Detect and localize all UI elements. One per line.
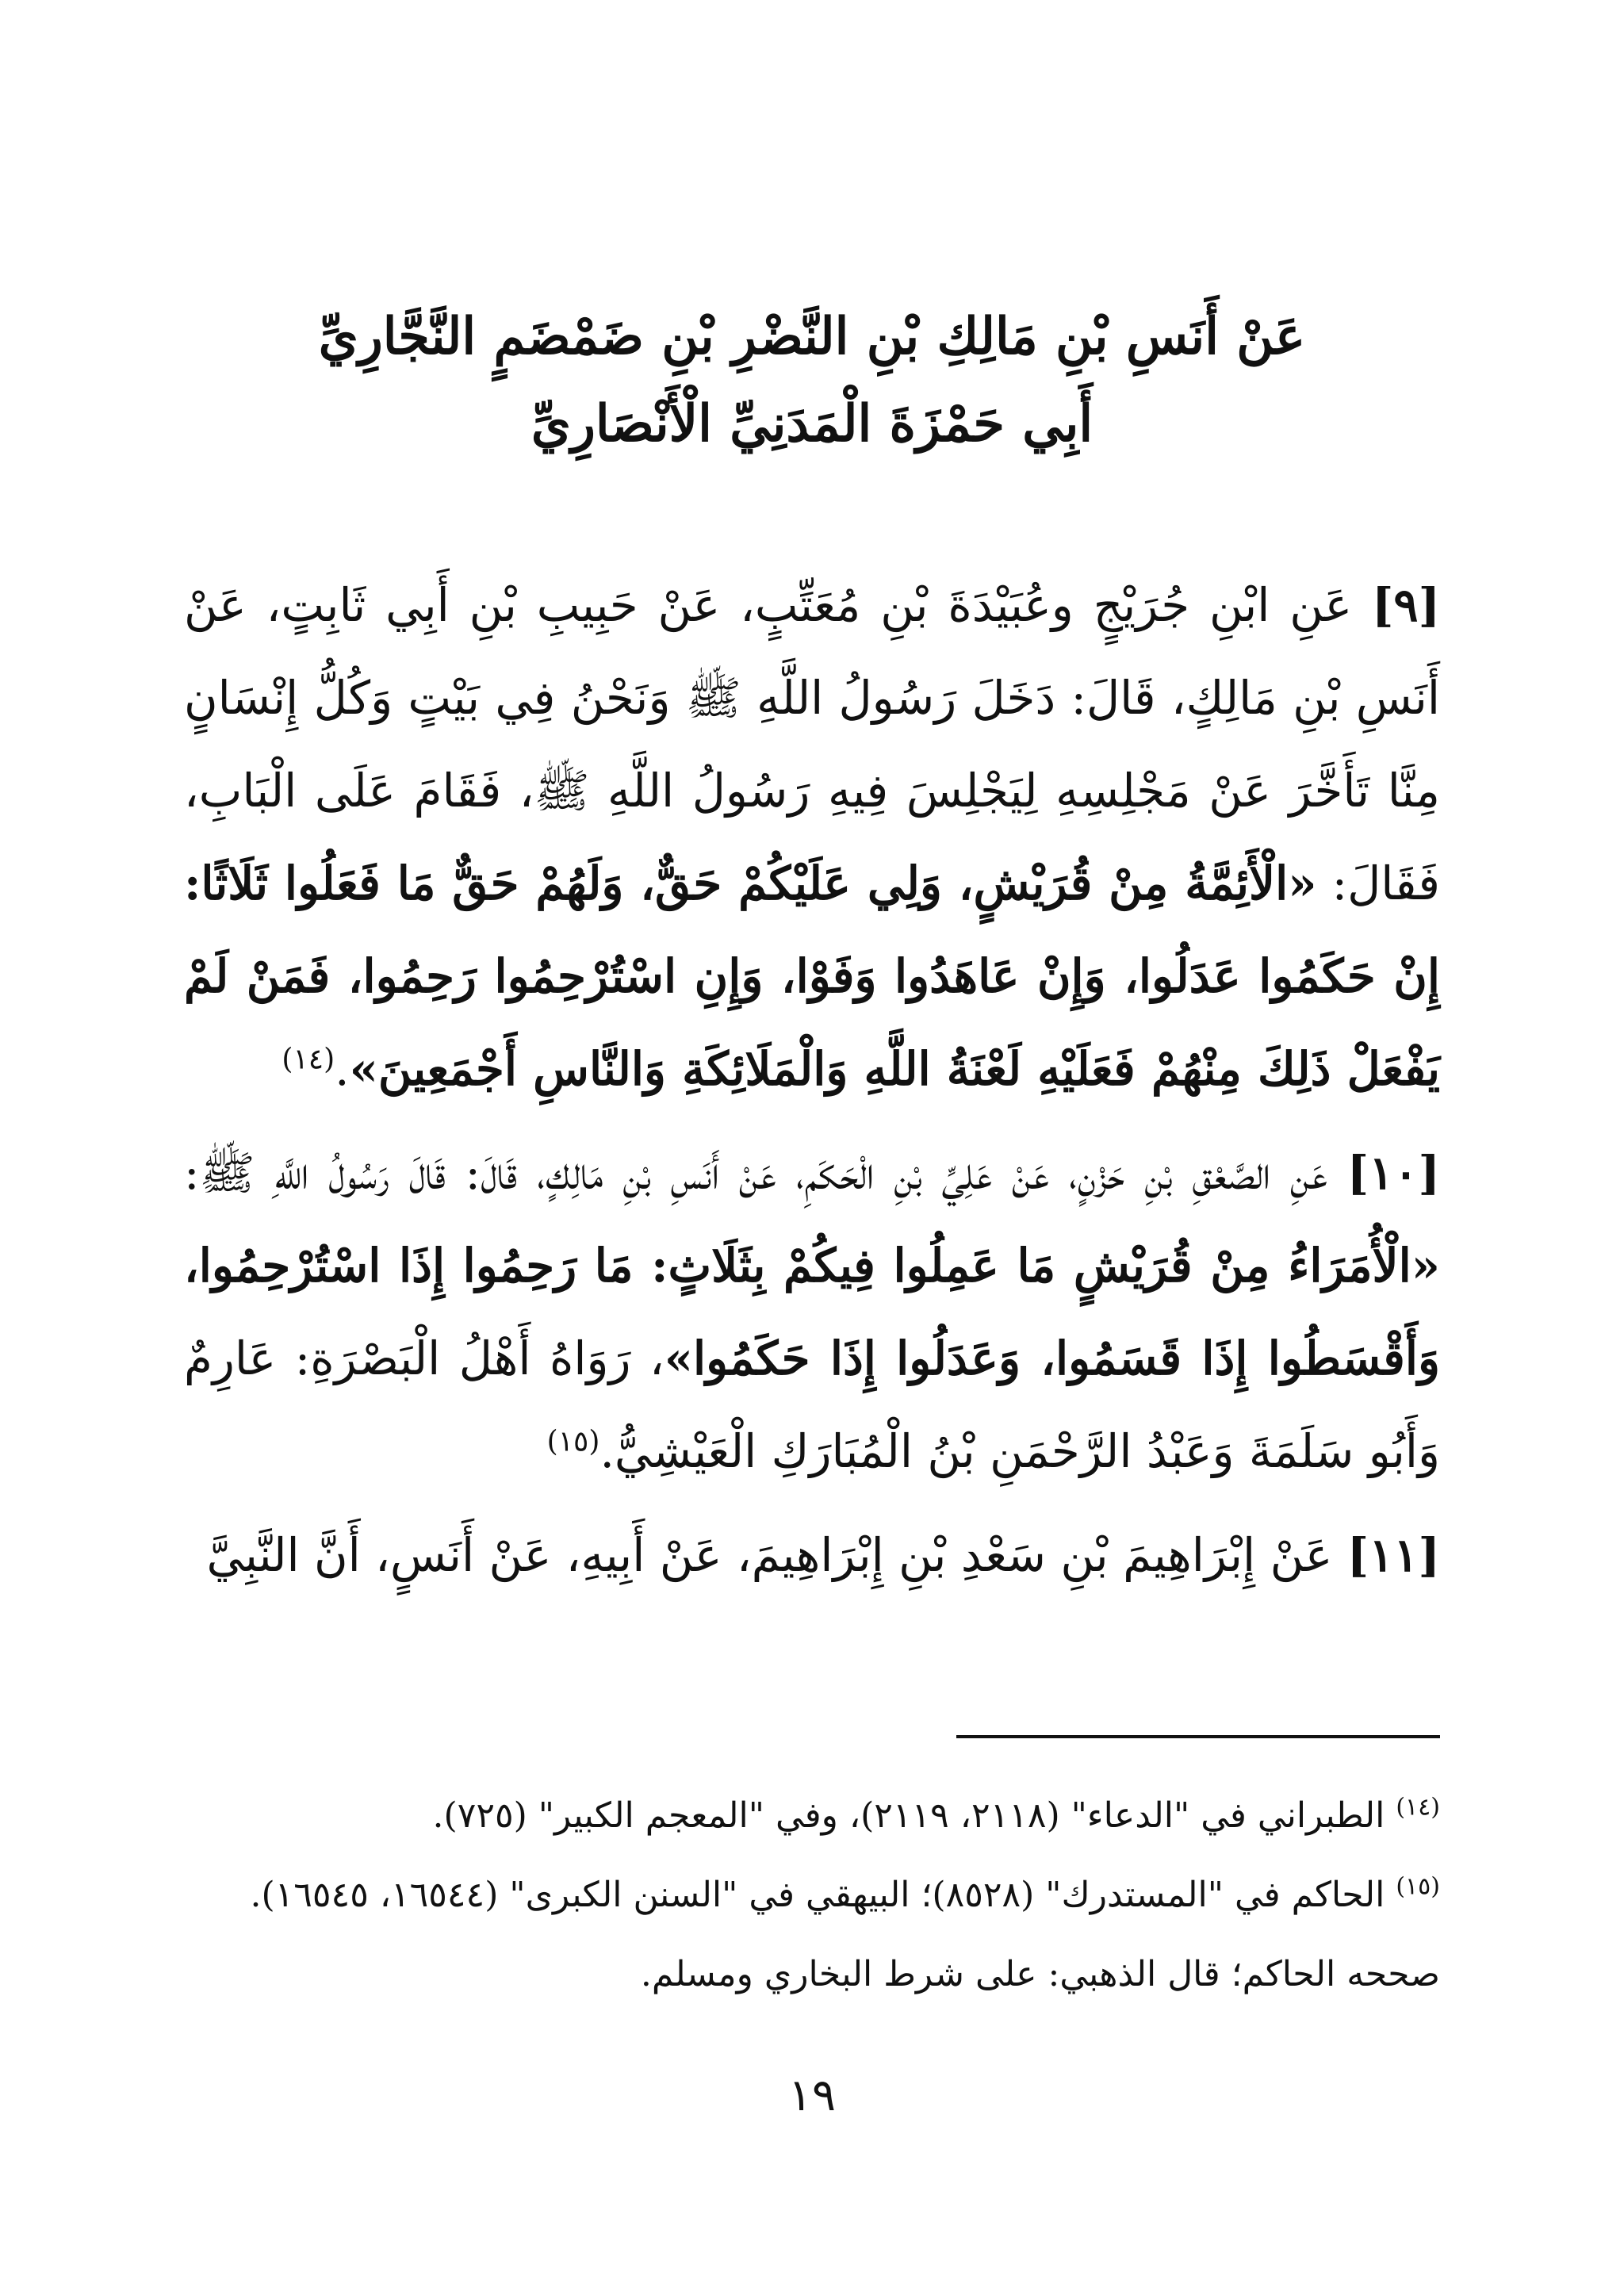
heading-line-1: عَنْ أَنَسِ بْنِ مَالِكِ بْنِ النَّضْرِ بْنِ ضَمْضَمٍ النَّجَّارِيِّ bbox=[318, 307, 1306, 366]
footnotes bbox=[184, 1776, 1440, 2014]
hadith-ending: . bbox=[335, 1042, 350, 1096]
page-number: ١٩ bbox=[787, 2070, 837, 2121]
footnote-text: الطبراني في "الدعاء" (٢١١٨، ٢١١٩)، وفي "المعجم الكبير" (٧٢٥). bbox=[432, 1795, 1385, 1836]
footnote-separator bbox=[956, 1735, 1440, 1738]
hadith-paragraph-10 bbox=[184, 1127, 1440, 1498]
hadith-ending: ، رَوَاهُ أَهْلُ الْبَصْرَةِ: عَارِمٌ وَأَبُو سَلَمَةَ وَعَبْدُ الرَّحْمَنِ بْنُ الْمُبَارَكِ الْعَيْشِيُّ. bbox=[184, 1331, 1440, 1478]
hadith-number: [٩] bbox=[1371, 578, 1441, 632]
hadith-number: [١١] bbox=[1346, 1528, 1440, 1582]
hadith-paragraph-9 bbox=[184, 559, 1440, 1116]
footnote-mark: (١٥) bbox=[1396, 1872, 1440, 1901]
footnote-text: صححه الحاكم؛ قال الذهبي: على شرط البخاري ومسلم. bbox=[640, 1954, 1440, 1994]
footnote-text: الحاكم في "المستدرك" (٨٥٢٨)؛ البيهقي في "السنن الكبرى" (١٦٥٤٤، ١٦٥٤٥). bbox=[250, 1875, 1385, 1915]
footnote-15-continued bbox=[184, 1935, 1440, 2014]
footnote-reference: (١٤) bbox=[282, 1043, 335, 1076]
footnote-reference: (١٥) bbox=[546, 1425, 600, 1458]
hadith-chain: عَنِ الصَّعْقِ بْنِ حَزْنٍ، عَنْ عَلِيِّ بْنِ الْحَكَمِ، عَنْ أَنَسِ بْنِ مَالِكٍ، قَالَ: قَالَ رَسُولُ اللَّهِ ﷺ: bbox=[184, 1146, 1328, 1200]
footnote-14 bbox=[184, 1776, 1440, 1856]
body-text bbox=[184, 559, 1440, 1602]
hadith-chain: عَنْ إِبْرَاهِيمَ بْنِ سَعْدِ بْنِ إِبْرَاهِيمَ، عَنْ أَبِيهِ، عَنْ أَنَسٍ، أَنَّ النَّبِيَّ bbox=[206, 1528, 1333, 1582]
heading-line-2: أَبِي حَمْزَةَ الْمَدَنِيِّ الْأَنْصَارِيِّ bbox=[530, 394, 1094, 454]
footnote-15 bbox=[184, 1856, 1440, 1935]
hadith-number: [١٠] bbox=[1346, 1146, 1440, 1200]
hadith-text: «الْأَئِمَّةُ مِنْ قُرَيْشٍ، وَلِي عَلَيْكُمْ حَقٌّ، وَلَهُمْ حَقٌّ مَا فَعَلُوا ثَلَاثًا: إِنْ حَكَمُوا عَدَلُوا، وَإِنْ عَاهَدُوا وَفَوْا، وَإِنِ اسْتُرْحِمُوا رَحِمُوا، فَمَنْ لَمْ يَفْعَلْ ذَلِكَ مِنْهُمْ فَعَلَيْهِ لَعْنَةُ اللَّهِ وَالْمَلَائِكَةِ وَالنَّاسِ أَجْمَعِينَ» bbox=[184, 856, 1440, 1096]
chapter-heading bbox=[159, 293, 1465, 468]
hadith-text: «الْأُمَرَاءُ مِنْ قُرَيْشٍ مَا عَمِلُوا فِيكُمْ بِثَلَاثٍ: مَا رَحِمُوا إِذَا اسْتُرْحِمُوا، وَأَقْسَطُوا إِذَا قَسَمُوا، وَعَدَلُوا إِذَا حَكَمُوا» bbox=[184, 1239, 1441, 1385]
hadith-chain: عَنِ ابْنِ جُرَيْجٍ وعُبَيْدَةَ بْنِ مُعَتِّبٍ، عَنْ حَبِيبِ بْنِ أَبِي ثَابِتٍ، عَنْ أَنَسِ بْنِ مَالِكٍ، قَالَ: دَخَلَ رَسُولُ اللَّهِ ﷺ وَنَحْنُ فِي بَيْتٍ وَكُلُّ إِنْسَانٍ مِنَّا تَأَخَّرَ عَنْ مَجْلِسِهِ لِيَجْلِسَ فِيهِ رَسُولُ اللَّهِ ﷺ، فَقَامَ عَلَى الْبَابِ، فَقَالَ: bbox=[184, 578, 1440, 910]
hadith-paragraph-11 bbox=[184, 1509, 1440, 1602]
footnote-mark: (١٤) bbox=[1396, 1793, 1440, 1822]
